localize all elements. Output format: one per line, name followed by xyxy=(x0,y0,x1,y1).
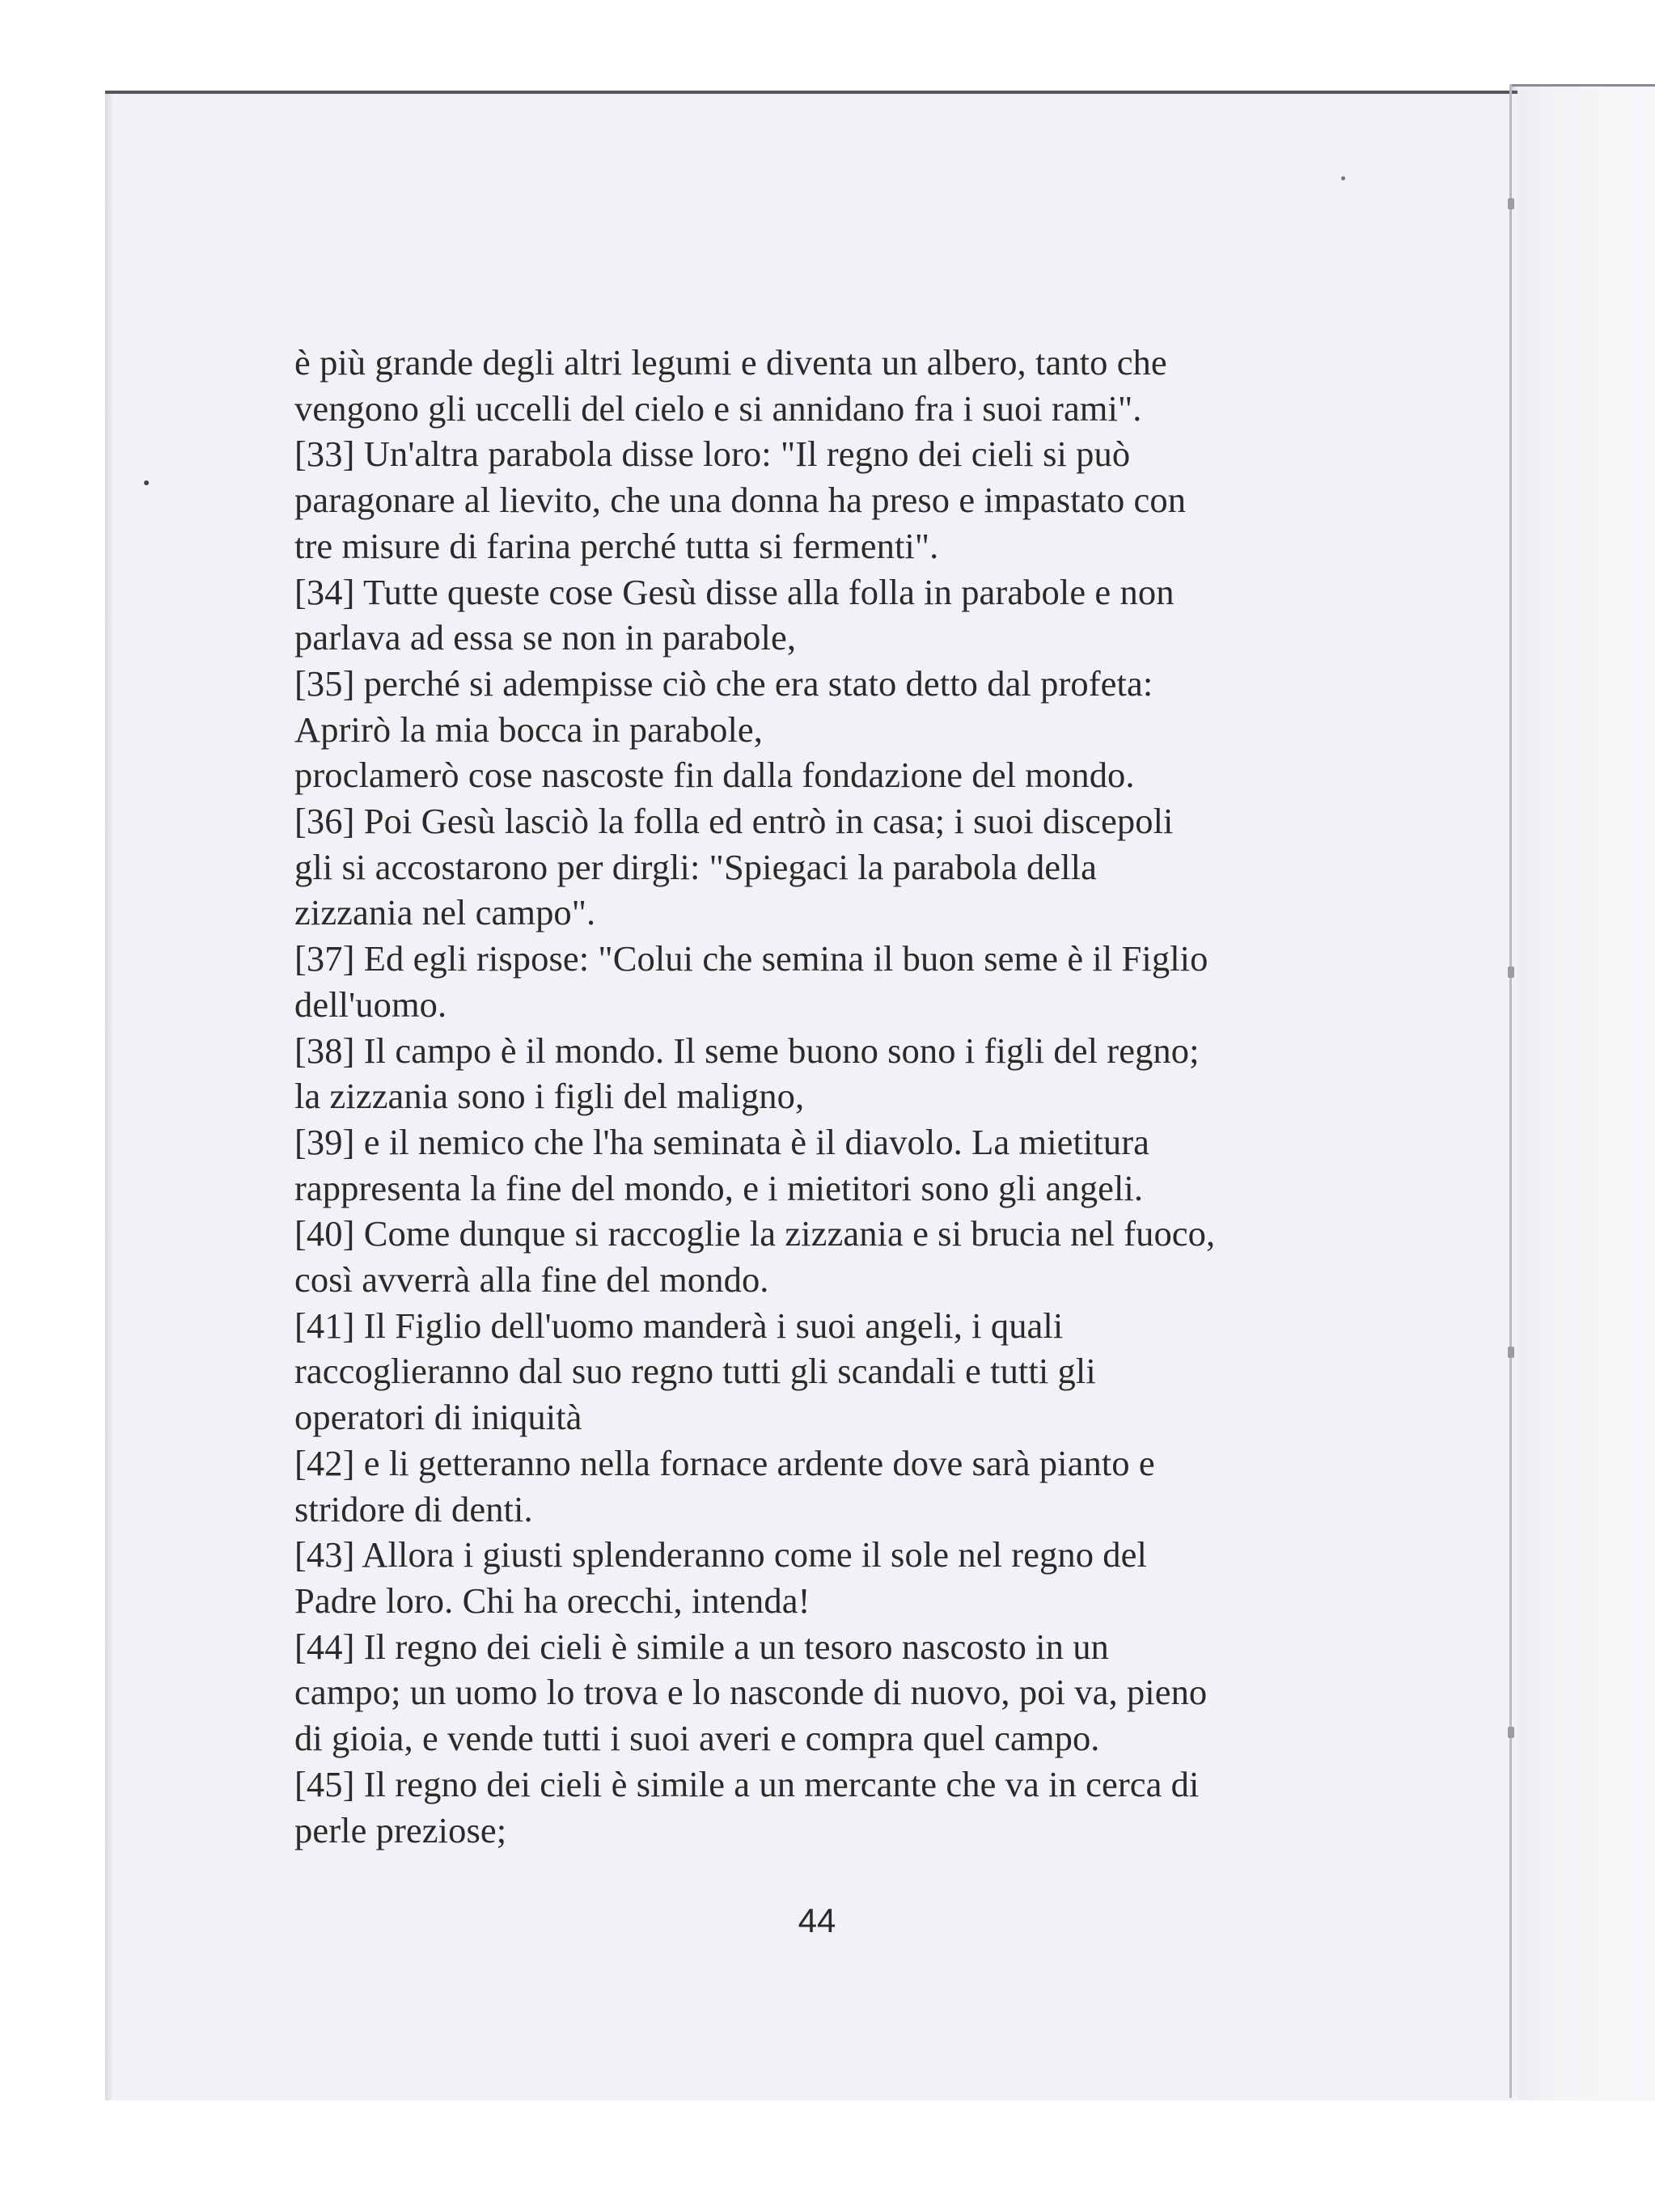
text-line: [36] Poi Gesù lasciò la folla ed entrò in casa; i suoi discepoli xyxy=(294,801,1174,842)
text-line: paragonare al lievito, che una donna ha preso e impastato con xyxy=(294,480,1187,521)
text-line: [45] Il regno dei cieli è simile a un mercante che va in cerca di xyxy=(294,1763,1200,1804)
text-line: [43] Allora i giusti splenderanno come il sole nel regno del xyxy=(294,1534,1147,1575)
binding-staple-mark xyxy=(1508,198,1514,209)
text-line: [33] Un'altra parabola disse loro: "Il regno dei cieli si può xyxy=(294,434,1131,475)
text-line: così avverrà alla fine del mondo. xyxy=(294,1259,769,1301)
text-line: Aprirò la mia bocca in parabole, xyxy=(294,708,763,750)
text-line: vengono gli uccelli del cielo e si annidano fra i suoi rami". xyxy=(294,387,1142,429)
text-line: campo; un uomo lo trova e lo nasconde di nuovo, poi va, pieno xyxy=(294,1672,1208,1713)
text-line: [39] e il nemico che l'ha seminata è il diavolo. La mietitura xyxy=(294,1121,1150,1162)
text-line: parlava ad essa se non in parabole, xyxy=(294,617,797,658)
dust-speck xyxy=(144,480,149,485)
text-line: [40] Come dunque si raccoglie la zizzania e si brucia nel fuoco, xyxy=(294,1213,1216,1254)
text-line: stridore di denti. xyxy=(294,1488,533,1529)
facing-page-edge xyxy=(1509,84,1655,2100)
text-line: [38] Il campo è il mondo. Il seme buono sono i figli del regno; xyxy=(294,1030,1200,1071)
text-line: Padre loro. Chi ha orecchi, intenda! xyxy=(294,1580,811,1621)
body-text xyxy=(294,340,1354,1853)
text-line: di gioia, e vende tutti i suoi averi e compra quel campo. xyxy=(294,1718,1100,1759)
dust-speck xyxy=(1341,176,1345,180)
text-line: perle preziose; xyxy=(294,1809,507,1850)
text-line: tre misure di farina perché tutta si fermenti". xyxy=(294,525,939,566)
text-line: [34] Tutte queste cose Gesù disse alla folla in parabole e non xyxy=(294,571,1175,612)
text-line: raccoglieranno dal suo regno tutti gli scandali e tutti gli xyxy=(294,1351,1096,1392)
text-line: la zizzania sono i figli del maligno, xyxy=(294,1076,805,1117)
text-line: [37] Ed egli rispose: "Colui che semina il buon seme è il Figlio xyxy=(294,938,1208,979)
text-line: zizzania nel campo". xyxy=(294,892,596,933)
binding-staple-mark xyxy=(1508,1727,1514,1738)
page-number: 44 xyxy=(798,1901,836,1939)
text-line: proclamerò cose nascoste fin dalla fondazione del mondo. xyxy=(294,755,1135,796)
text-line: gli si accostarono per dirgli: "Spiegaci la parabola della xyxy=(294,846,1097,887)
page-left-shadow xyxy=(105,94,113,2100)
binding-staple-mark xyxy=(1508,1347,1514,1358)
text-line: [41] Il Figlio dell'uomo manderà i suoi angeli, i quali xyxy=(294,1305,1064,1346)
text-line: [42] e li getteranno nella fornace ardente dove sarà pianto e xyxy=(294,1442,1155,1483)
text-line: rappresenta la fine del mondo, e i mietitori sono gli angeli. xyxy=(294,1167,1144,1208)
binding-gutter xyxy=(1509,84,1512,2098)
binding-staple-mark xyxy=(1508,966,1514,978)
text-line: [35] perché si adempisse ciò che era stato detto dal profeta: xyxy=(294,662,1153,704)
text-line: [44] Il regno dei cieli è simile a un tesoro nascosto in un xyxy=(294,1626,1109,1667)
text-line: operatori di iniquità xyxy=(294,1397,582,1438)
text-line: è più grande degli altri legumi e diventa un albero, tanto che xyxy=(294,342,1167,383)
text-line: dell'uomo. xyxy=(294,983,447,1025)
